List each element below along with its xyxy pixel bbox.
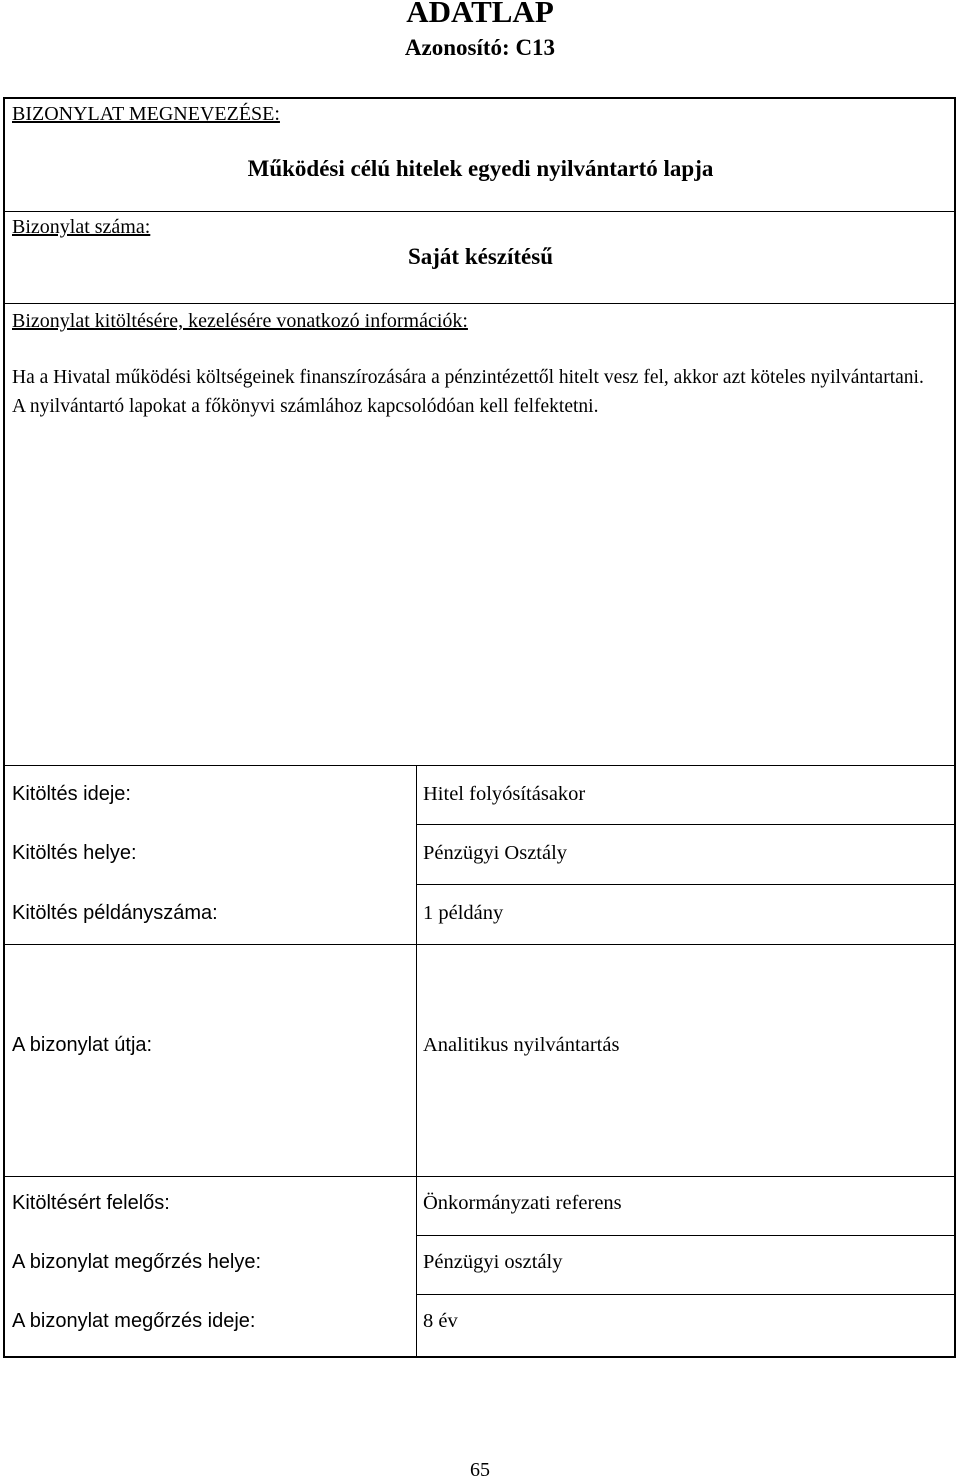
page-title: ADATLAP [406,0,554,29]
route-label: A bizonylat útja: [12,1034,153,1056]
storage-time-label: A bizonylat megőrzés ideje: [12,1310,256,1332]
column-divider [416,765,417,945]
column-divider [416,1176,417,1358]
document-name-label: BIZONYLAT MEGNEVEZÉSE: [12,103,280,125]
data-sheet-form [3,97,956,1358]
fill-place-value: Pénzügyi Osztály [423,842,568,864]
document-number-value: Saját készítésű [407,244,554,269]
info-paragraph: Ha a Hivatal működési költségeinek finanszírozására a pénzintézettől hitelt vesz fel, akkor azt köteles nyilvántartani. [12,367,924,388]
divider [5,1176,954,1177]
storage-place-value: Pénzügyi osztály [423,1251,563,1273]
info-paragraph: A nyilvántartó lapokat a főkönyvi számlához kapcsolódóan kell felfektetni. [12,396,599,417]
divider [5,765,954,766]
info-text [12,363,942,421]
responsible-value: Önkormányzati referens [423,1192,622,1214]
document-name-value: Működési célú hitelek egyedi nyilvántartó lapja [247,156,714,181]
responsible-label: Kitöltésért felelős: [12,1192,170,1214]
fill-place-label: Kitöltés helye: [12,842,137,864]
fill-time-value: Hitel folyósításakor [423,783,586,805]
divider [416,1235,956,1236]
divider [5,944,954,945]
info-label: Bizonylat kitöltésére, kezelésére vonatkozó információk: [12,310,468,332]
fill-time-label: Kitöltés ideje: [12,783,131,805]
divider [416,884,956,885]
copies-value: 1 példány [423,902,504,924]
document-number-label: Bizonylat száma: [12,216,151,238]
column-divider [416,944,417,1176]
page-number: 65 [470,1459,490,1481]
route-value: Analitikus nyilvántartás [423,1034,620,1056]
storage-time-value: 8 év [423,1310,458,1332]
storage-place-label: A bizonylat megőrzés helye: [12,1251,262,1273]
form-identifier: Azonosító: C13 [404,35,556,60]
copies-label: Kitöltés példányszáma: [12,902,218,924]
divider [5,303,954,304]
divider [416,1294,956,1295]
divider [5,211,954,212]
divider [416,824,956,825]
